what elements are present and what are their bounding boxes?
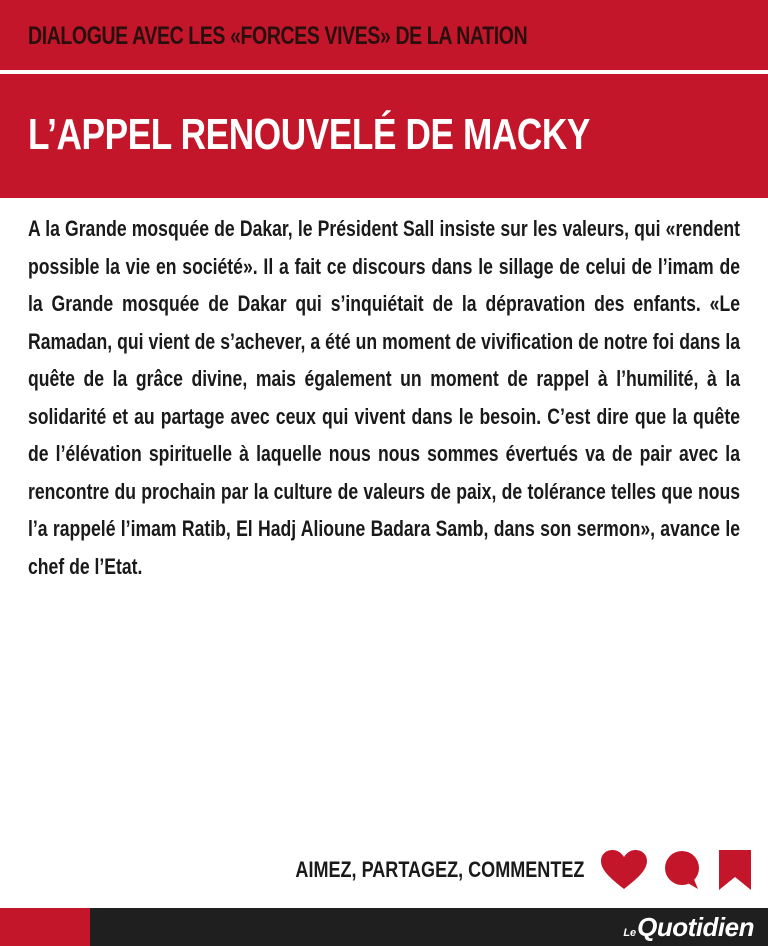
heart-icon[interactable] — [600, 849, 648, 891]
brand-prefix: Le — [623, 927, 637, 939]
brand-name: Quotidien — [637, 912, 754, 942]
brand-logo[interactable] — [623, 909, 754, 945]
footer-red-accent — [0, 908, 90, 946]
article-body: A la Grande mosquée de Dakar, le Président Sall insiste sur les valeurs, qui «rendent possible la vie en société». Il a fait ce discours dans le sillage de celui de l’imam de la Grande mosquée de Dakar qui s’inquiétait de la dépravation des enfants. «Le Ramadan, qui vient de s’achever, a été un moment de vivification de notre foi dans la quête de la grâce divine, mais également un moment de rappel à l’humilité, à la solidarité et au partage avec ceux qui vivent dans le besoin. C’est dire que la quête de l’élévation spirituelle à laquelle nous nous sommes évertués va de pair avec la rencontre du prochain par la culture de valeurs de paix, de tolérance telles que nous l’a rappelé l’imam Ratib, El Hadj Alioune Badara Samb, dans son sermon», avance le chef de l’Etat. — [28, 216, 740, 579]
article-title: L’APPEL RENOUVELÉ DE MACKY — [28, 110, 591, 159]
bookmark-icon[interactable] — [718, 849, 752, 891]
cta-label: AIMEZ, PARTAGEZ, COMMENTEZ — [295, 857, 584, 882]
comment-bubble-icon[interactable] — [662, 849, 704, 891]
kicker-band — [0, 0, 768, 70]
social-actions — [232, 848, 752, 892]
kicker-heading: DIALOGUE AVEC LES «FORCES VIVES» DE LA NATION — [28, 22, 528, 50]
title-band — [0, 74, 768, 198]
